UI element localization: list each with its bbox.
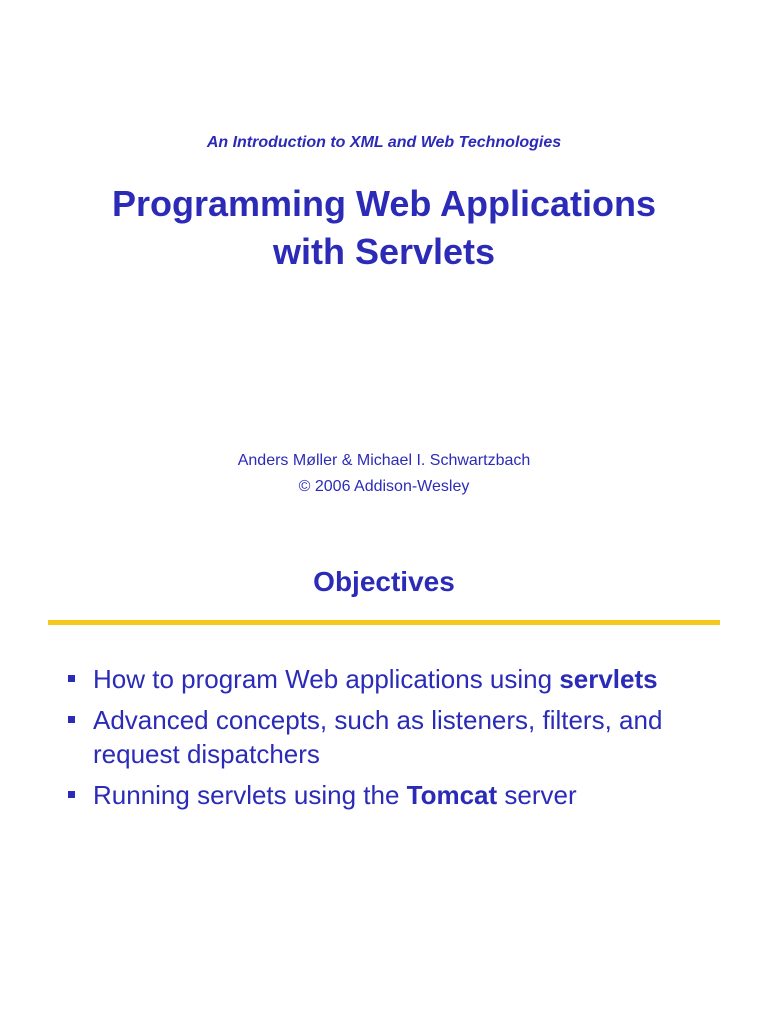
- list-item: [66, 778, 746, 812]
- page-title-line-2: with Servlets: [272, 231, 496, 272]
- bullet-text-tail: server: [497, 780, 577, 810]
- copyright-line: © 2006 Addison-Wesley: [298, 478, 470, 495]
- course-title: An Introduction to XML and Web Technologies: [206, 134, 562, 151]
- objectives-list: [66, 662, 746, 819]
- author-block: [0, 448, 768, 500]
- bullet-text: How to program Web applications using: [93, 664, 560, 694]
- page-title-line-1: Programming Web Applications: [111, 183, 657, 224]
- authors-line: Anders Møller & Michael I. Schwartzbach: [237, 452, 531, 469]
- bullet-bold-text: servlets: [559, 664, 658, 694]
- bullet-bold-text: Tomcat: [406, 780, 498, 810]
- bullet-text: Running servlets using the: [93, 780, 407, 810]
- objectives-slide: [0, 540, 768, 1024]
- square-bullet-icon: [68, 716, 75, 723]
- square-bullet-icon: [68, 791, 75, 798]
- objectives-heading: Objectives: [313, 566, 455, 597]
- list-item: [66, 703, 746, 771]
- square-bullet-icon: [68, 675, 75, 682]
- heading-divider: [48, 620, 720, 625]
- bullet-text: Advanced concepts, such as listeners, filters, and request dispatchers: [93, 705, 663, 769]
- page-title: [0, 180, 768, 276]
- list-item: [66, 662, 746, 696]
